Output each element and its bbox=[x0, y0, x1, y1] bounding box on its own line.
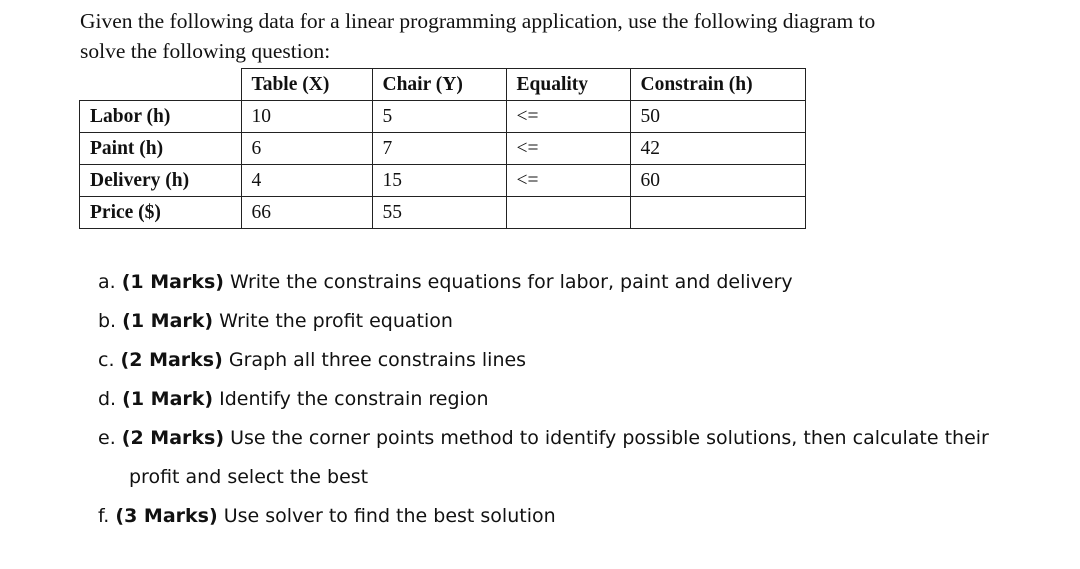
question-text: Use the corner points method to identify possible solutions, then calculate their bbox=[230, 427, 989, 449]
question-text: Use solver to find the best solution bbox=[223, 505, 556, 527]
cell-equality: <= bbox=[506, 133, 630, 165]
table-row-delivery bbox=[80, 165, 806, 197]
question-marks: (2 Marks) bbox=[120, 349, 223, 371]
cell-x: 66 bbox=[241, 197, 372, 229]
question-text: Write the constrains equations for labor, paint and delivery bbox=[230, 271, 793, 293]
question-e bbox=[98, 419, 1058, 497]
question-text: Write the profit equation bbox=[219, 310, 453, 332]
cell-x: 6 bbox=[241, 133, 372, 165]
cell-x: 4 bbox=[241, 165, 372, 197]
row-label: Delivery (h) bbox=[80, 165, 242, 197]
header-constraint: Constrain (h) bbox=[630, 69, 805, 101]
intro-line-2: solve the following question: bbox=[80, 39, 331, 63]
cell-y: 7 bbox=[372, 133, 506, 165]
question-continuation: profit and select the best bbox=[129, 466, 369, 488]
header-equality: Equality bbox=[506, 69, 630, 101]
data-table bbox=[79, 68, 806, 229]
cell-constraint: 42 bbox=[630, 133, 805, 165]
header-table-x: Table (X) bbox=[241, 69, 372, 101]
table-row-labor bbox=[80, 101, 806, 133]
question-letter: d. bbox=[98, 388, 117, 410]
cell-constraint: 60 bbox=[630, 165, 805, 197]
intro-line-1: Given the following data for a linear programming application, use the following diagram to bbox=[80, 9, 876, 33]
cell-y: 55 bbox=[372, 197, 506, 229]
question-marks: (1 Mark) bbox=[122, 310, 214, 332]
question-letter: b. bbox=[98, 310, 117, 332]
question-letter: c. bbox=[98, 349, 115, 371]
table-header-row bbox=[80, 69, 806, 101]
header-blank bbox=[80, 69, 242, 101]
question-b bbox=[98, 302, 1058, 341]
header-chair-y: Chair (Y) bbox=[372, 69, 506, 101]
question-text: Graph all three constrains lines bbox=[228, 349, 527, 371]
question-d bbox=[98, 380, 1058, 419]
row-label: Paint (h) bbox=[80, 133, 242, 165]
cell-equality: <= bbox=[506, 101, 630, 133]
cell-constraint bbox=[630, 197, 805, 229]
question-marks: (3 Marks) bbox=[115, 505, 218, 527]
cell-constraint: 50 bbox=[630, 101, 805, 133]
table-row-price bbox=[80, 197, 806, 229]
question-marks: (2 Marks) bbox=[121, 427, 225, 449]
cell-equality: <= bbox=[506, 165, 630, 197]
question-list bbox=[98, 263, 1058, 536]
cell-y: 5 bbox=[372, 101, 506, 133]
question-f bbox=[98, 497, 1058, 536]
row-label: Labor (h) bbox=[80, 101, 242, 133]
question-text: Identify the constrain region bbox=[219, 388, 489, 410]
question-a bbox=[98, 263, 1058, 302]
question-marks: (1 Mark) bbox=[122, 388, 214, 410]
intro-paragraph bbox=[80, 6, 1040, 66]
question-letter: f. bbox=[98, 505, 110, 527]
cell-x: 10 bbox=[241, 101, 372, 133]
cell-y: 15 bbox=[372, 165, 506, 197]
row-label: Price ($) bbox=[80, 197, 242, 229]
cell-equality bbox=[506, 197, 630, 229]
table-row-paint bbox=[80, 133, 806, 165]
question-c bbox=[98, 341, 1058, 380]
question-letter: a. bbox=[98, 271, 116, 293]
question-letter: e. bbox=[98, 427, 116, 449]
question-marks: (1 Marks) bbox=[121, 271, 224, 293]
